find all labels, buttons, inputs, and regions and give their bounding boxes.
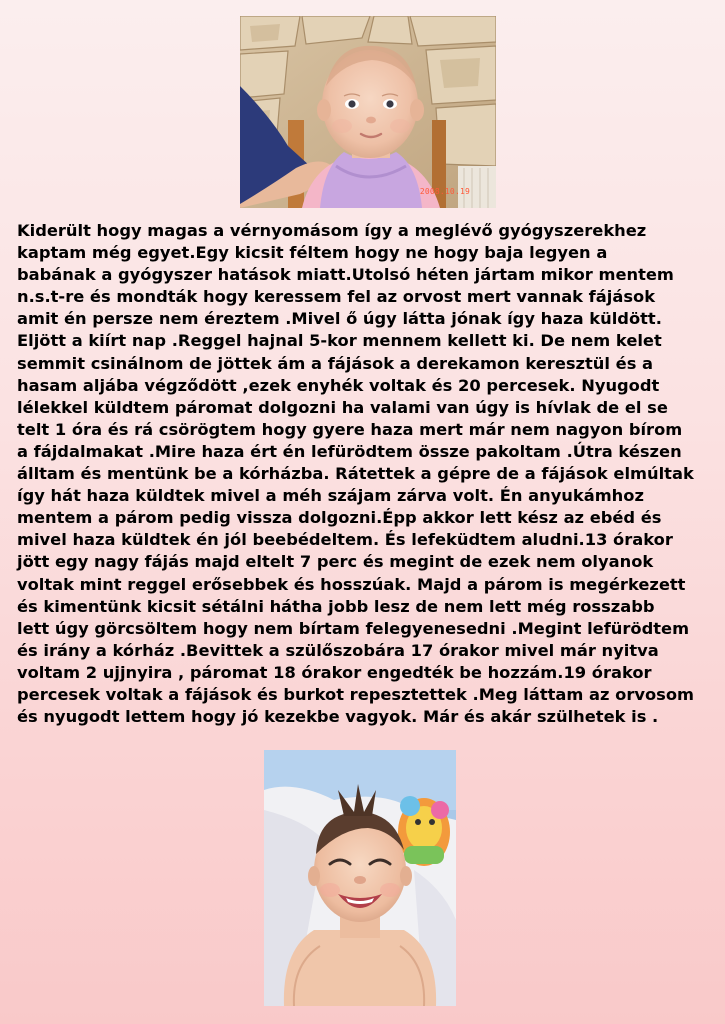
baby-photo-bottom [264,750,456,1006]
birth-story-text: Kiderült hogy magas a vérnyomásom így a meglévő gyógyszerekhez kaptam még egyet.Egy kicsit féltem hogy ne hogy baja legyen a babának a gyógyszer hatások miatt.Utolsó héten jártam mikor mentem n.s.t-re és mondták hogy keressem fel az orvost mert vannak fájások amit én persze nem éreztem .Mivel ő úgy látta jónak így haza küldött. Eljött a kiírt nap .Reggel hajnal 5-kor mennem kellett ki. De nem kelet semmit csinálnom de jöttek ám a fájások a derekamon keresztül és a hasam aljába végződött ,ezek enyhék voltak és 20 percesek. Nyugodt lélekkel küldtem páromat dolgozni ha valami van úgy is hívlak de el se telt 1 óra és rá csörögtem hogy gyere haza mert már nem nagyon bírom a fájdalmakat .Mire haza ért én lefürödtem össze pakoltam .Útra készen álltam és mentünk be a kórházba. Rátettek a gépre de a fájások elmúltak így hát haza küldtek mivel a méh szájam zárva volt. Én anyukámhoz mentem a párom pedig vissza dolgozni.Épp akkor lett kész az ebéd és mivel haza küldtek én jól beebédeltem. És lefeküdtem aludni.13 órakor jött egy nagy fájás majd eltelt 7 perc és megint de ezek nem olyanok voltak mint reggel erősebbek és hosszúak. Majd a párom is megérkezett és kimentünk kicsit sétálni hátha jobb lesz de nem lett még rosszabb lett úgy görcsöltem hogy nem bírtam felegyenesedni .Megint lefürödtem és irány a kórház .Bevittek a szülőszobára 17 órakor mivel már nyitva voltam 2 ujjnyira , páromat 18 órakor engedték be hozzám.19 órakor percesek voltak a fájások és burkot repesztettek .Meg láttam az orvosom és nyugodt lettem hogy jó kezekbe vagyok. Már és akár szülhetek is . [17,221,695,727]
baby-photo-bottom-image [264,750,456,1006]
photo-date-stamp: 2008.10.19 [419,187,470,196]
baby-photo-top [240,16,496,208]
baby-photo-top-image [240,16,496,208]
